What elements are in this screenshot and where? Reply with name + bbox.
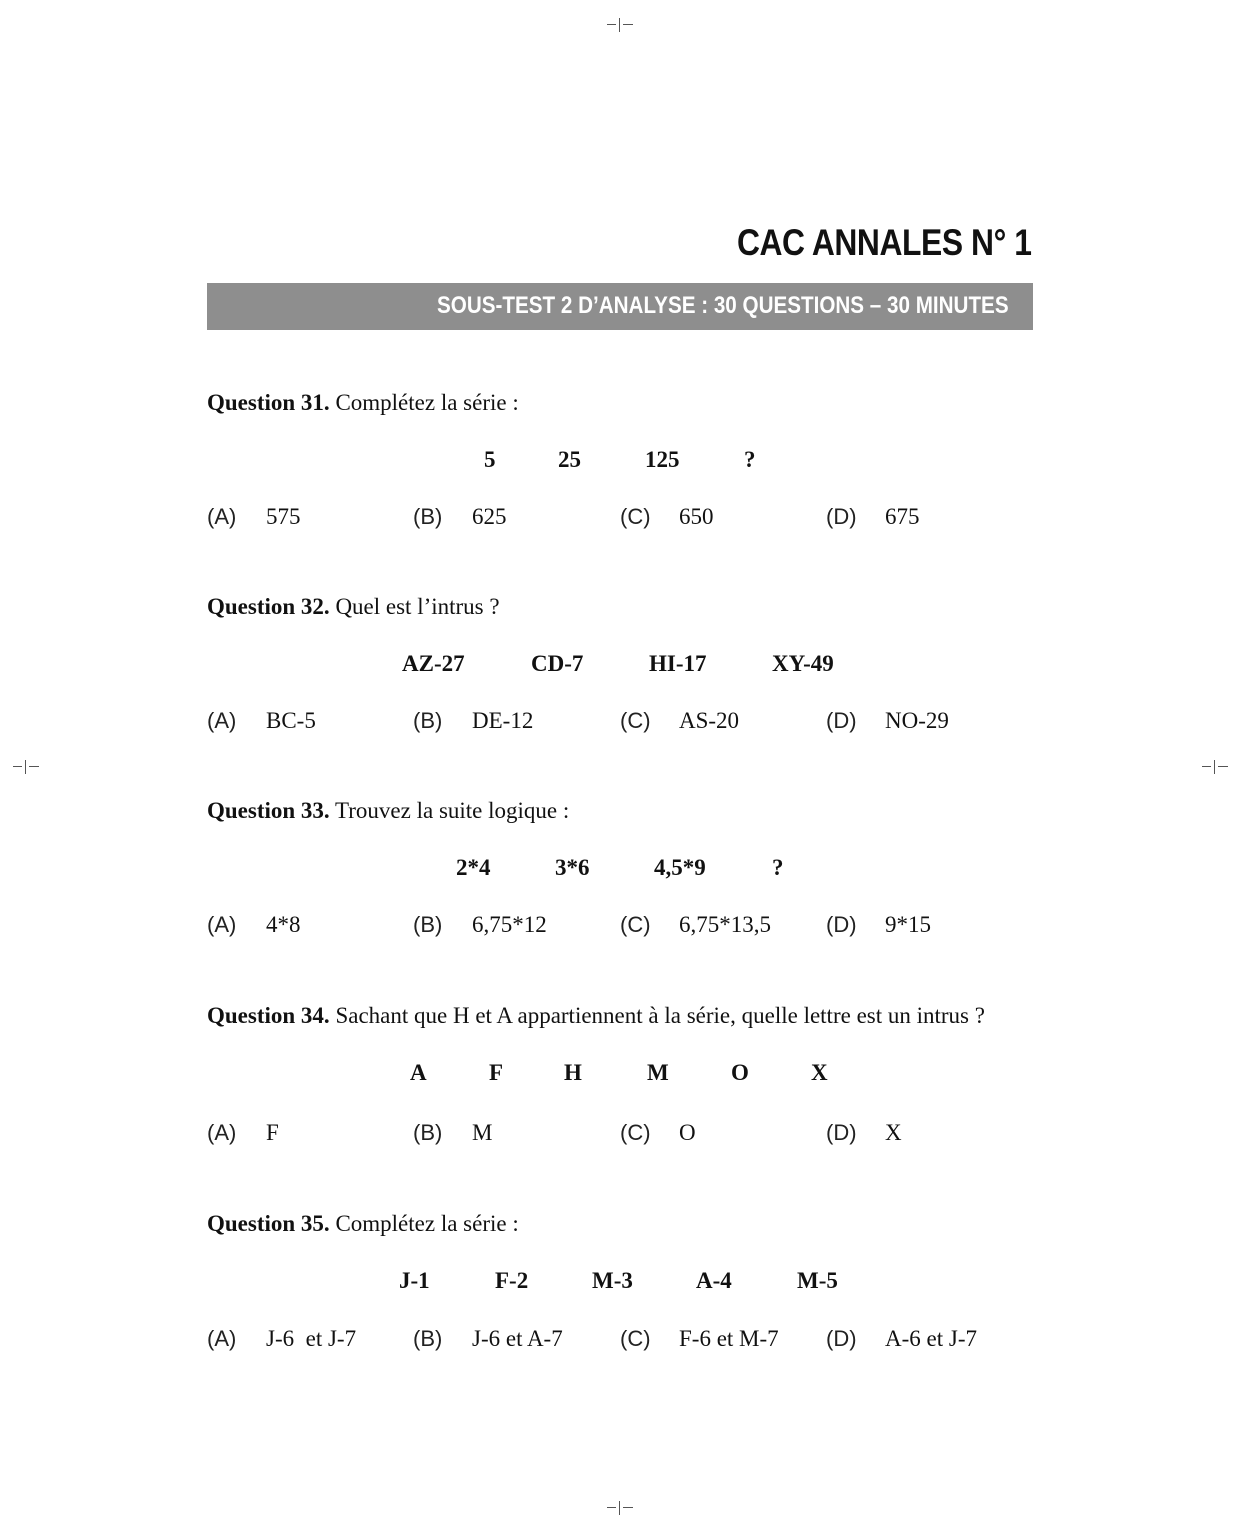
crop-mark-left <box>13 754 39 780</box>
series-term: A <box>410 1060 427 1085</box>
option-d-value[interactable]: NO-29 <box>885 708 949 733</box>
series-term: 3*6 <box>555 855 590 880</box>
option-c-value[interactable]: 650 <box>679 504 714 529</box>
option-d-letter[interactable]: (D) <box>826 504 857 529</box>
option-c-value[interactable]: O <box>679 1120 696 1145</box>
option-c-letter[interactable]: (C) <box>620 1326 651 1351</box>
series-term: X <box>811 1060 828 1085</box>
question-label: Question 34. <box>207 1003 330 1028</box>
series-term: HI-17 <box>649 651 707 676</box>
series-term: H <box>564 1060 582 1085</box>
question-label: Question 32. <box>207 594 330 619</box>
question-text: Complétez la série : <box>329 390 519 415</box>
option-d-letter[interactable]: (D) <box>826 708 857 733</box>
option-b-letter[interactable]: (B) <box>413 1120 443 1145</box>
question-series <box>207 651 1047 681</box>
series-term: 5 <box>484 447 496 472</box>
question-label: Question 35. <box>207 1211 330 1236</box>
option-c-letter[interactable]: (C) <box>620 708 651 733</box>
option-d-letter[interactable]: (D) <box>826 912 857 937</box>
option-b-letter[interactable]: (B) <box>413 504 443 529</box>
option-b-value[interactable]: 6,75*12 <box>472 912 547 937</box>
series-term: M <box>647 1060 669 1085</box>
answer-options <box>207 1326 1047 1356</box>
question-prompt <box>207 390 1047 420</box>
series-term: CD-7 <box>531 651 584 676</box>
option-a-value[interactable]: 4*8 <box>266 912 301 937</box>
option-b-value[interactable]: M <box>472 1120 493 1145</box>
option-b-value[interactable]: J-6 et A-7 <box>472 1326 563 1351</box>
section-subtitle: SOUS-TEST 2 D’ANALYSE : 30 QUESTIONS – 30 MINUTES <box>437 292 1009 319</box>
crop-mark-top <box>607 12 633 38</box>
section-banner <box>207 283 1033 330</box>
option-b-value[interactable]: 625 <box>472 504 507 529</box>
series-term: A-4 <box>696 1268 732 1293</box>
option-a-value[interactable]: J-6 et J-7 <box>266 1326 357 1351</box>
question-33 <box>207 798 1047 942</box>
question-prompt <box>207 1003 1047 1033</box>
option-d-value[interactable]: A-6 et J-7 <box>885 1326 977 1351</box>
question-34 <box>207 1003 1047 1150</box>
option-a-letter[interactable]: (A) <box>207 504 237 529</box>
question-series <box>207 1268 1047 1298</box>
option-a-value[interactable]: F <box>266 1120 279 1145</box>
question-series <box>207 1060 1047 1090</box>
crop-mark-bottom <box>607 1495 633 1521</box>
option-a-letter[interactable]: (A) <box>207 708 237 733</box>
option-a-letter[interactable]: (A) <box>207 1326 237 1351</box>
series-term: 2*4 <box>456 855 491 880</box>
answer-options <box>207 1120 1047 1150</box>
option-a-value[interactable]: 575 <box>266 504 301 529</box>
option-b-letter[interactable]: (B) <box>413 708 443 733</box>
question-label: Question 31. <box>207 390 330 415</box>
series-term: XY-49 <box>772 651 834 676</box>
question-series <box>207 447 1047 477</box>
option-d-value[interactable]: 675 <box>885 504 920 529</box>
series-term: O <box>731 1060 749 1085</box>
series-term: ? <box>772 855 784 880</box>
series-term: 4,5*9 <box>654 855 706 880</box>
crop-mark-right <box>1202 754 1228 780</box>
option-b-letter[interactable]: (B) <box>413 1326 443 1351</box>
option-b-letter[interactable]: (B) <box>413 912 443 937</box>
option-d-letter[interactable]: (D) <box>826 1120 857 1145</box>
page-title: CAC ANNALES N° 1 <box>737 222 1032 263</box>
answer-options <box>207 708 1047 738</box>
option-d-value[interactable]: 9*15 <box>885 912 931 937</box>
answer-options <box>207 912 1047 942</box>
series-term: M-3 <box>592 1268 633 1293</box>
question-text: Quel est l’intrus ? <box>329 594 500 619</box>
question-prompt <box>207 1211 1047 1241</box>
question-text: Trouvez la suite logique : <box>329 798 570 823</box>
option-a-letter[interactable]: (A) <box>207 912 237 937</box>
series-term: 125 <box>645 447 680 472</box>
option-a-value[interactable]: BC-5 <box>266 708 316 733</box>
option-c-letter[interactable]: (C) <box>620 504 651 529</box>
series-term: M-5 <box>797 1268 838 1293</box>
option-d-letter[interactable]: (D) <box>826 1326 857 1351</box>
option-c-value[interactable]: F-6 et M-7 <box>679 1326 779 1351</box>
question-text: Complétez la série : <box>329 1211 519 1236</box>
option-c-letter[interactable]: (C) <box>620 1120 651 1145</box>
series-term: F-2 <box>495 1268 529 1293</box>
question-32 <box>207 594 1047 738</box>
option-c-value[interactable]: AS-20 <box>679 708 740 733</box>
question-label: Question 33. <box>207 798 330 823</box>
series-term: ? <box>744 447 756 472</box>
question-31 <box>207 390 1047 534</box>
answer-options <box>207 504 1047 534</box>
option-b-value[interactable]: DE-12 <box>472 708 534 733</box>
series-term: J-1 <box>399 1268 430 1293</box>
question-text: Sachant que H et A appartiennent à la série, quelle lettre est un intrus ? <box>329 1003 985 1028</box>
option-c-letter[interactable]: (C) <box>620 912 651 937</box>
question-prompt <box>207 594 1047 624</box>
option-d-value[interactable]: X <box>885 1120 902 1145</box>
option-c-value[interactable]: 6,75*13,5 <box>679 912 771 937</box>
series-term: 25 <box>558 447 581 472</box>
question-prompt <box>207 798 1047 828</box>
option-a-letter[interactable]: (A) <box>207 1120 237 1145</box>
question-35 <box>207 1211 1047 1356</box>
series-term: AZ-27 <box>402 651 465 676</box>
series-term: F <box>489 1060 504 1085</box>
question-series <box>207 855 1047 885</box>
